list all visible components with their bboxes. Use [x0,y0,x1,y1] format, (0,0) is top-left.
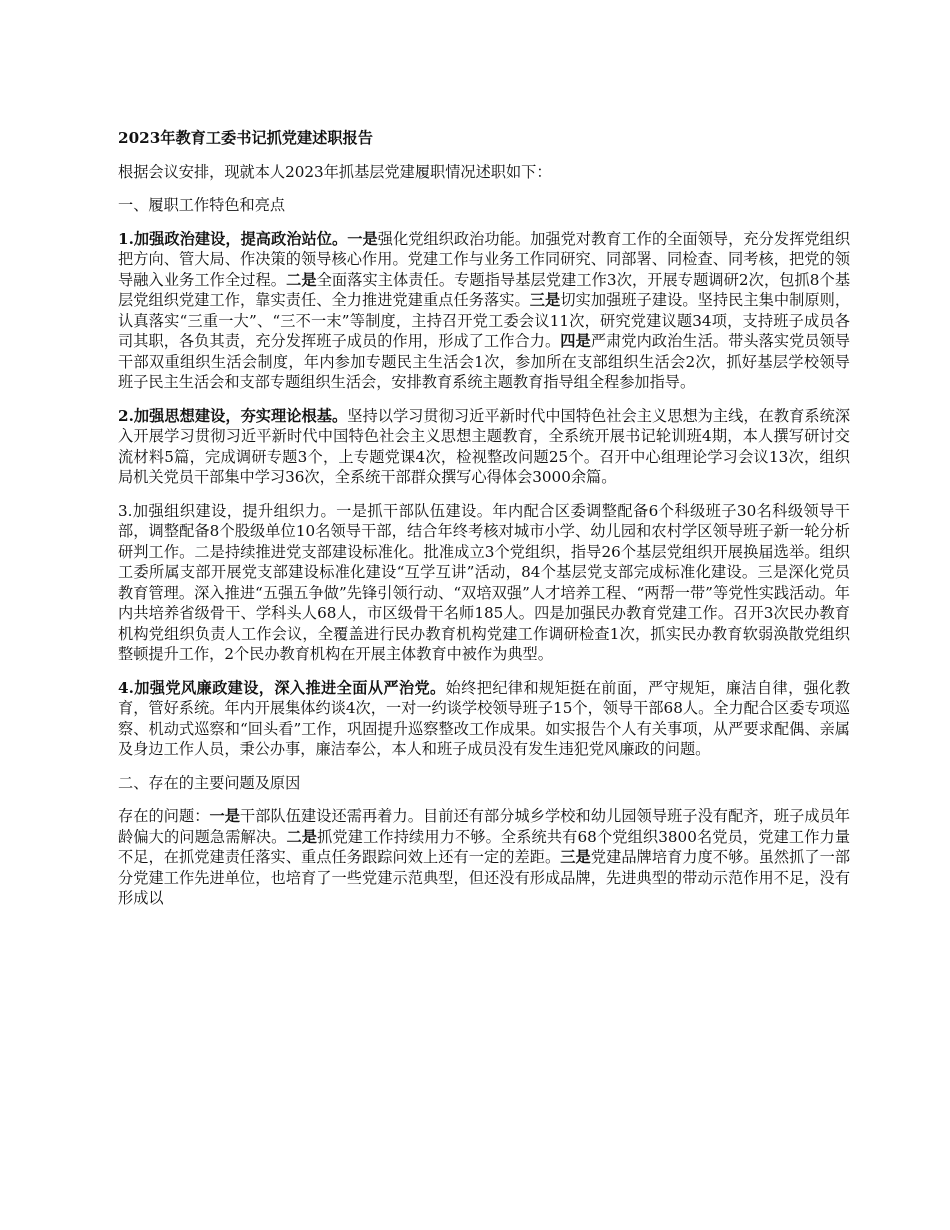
paragraph-text: 强化党组织政治功能。加强党对教育工作的全面领导，充分发挥党组织把方向、管大局、作决策的领导核心作用。党建工作与业务工作同研究、同部署、同检查、同考核，把党的领导融入业务工作全过程。 [118,229,851,289]
point-marker: 三是 [529,291,561,309]
document-title: 2023年教育工委书记抓党建述职报告 [118,129,373,147]
paragraph-political-building [118,229,850,393]
document-page [118,118,850,922]
paragraph-text: 坚持以学习贯彻习近平新时代中国特色社会主义思想为主线，在教育系统深入开展学习贯彻习近平新时代中国特色社会主义思想主题教育，全系统开展书记轮训班4期，本人撰写研讨交流材料5篇，完成调研专题3个，上专题党课4次，检视整改问题25个。召开中心组理论学习会议13次，组织局机关党员干部集中学习36次，全系统干部群众撰写心得体会3000余篇。 [118,406,851,486]
paragraph-text: 抓党建工作持续用力不够。全系统共有68个党组织3800名党员，党建工作力量不足，在抓党建责任落实、重点任务跟踪问效上还有一定的差距。 [118,827,851,866]
paragraph-ideological-building [118,406,850,488]
point-marker: 一是 [347,229,378,248]
point-marker: 三是 [560,848,591,866]
paragraph-text: 切实加强班子建设。坚持民主集中制原则，认真落实“三重一大”、“三不一末”等制度，主持召开党工委会议11次，研究党建议题34项，支持班子成员各司其职，各负其责，充分发挥班子成员的作用，形成了工作合力。 [118,291,851,350]
paragraph-lead: 存在的问题： [118,807,210,825]
section-heading-problems: 二、存在的主要问题及原因 [118,773,301,792]
point-marker: 一是 [209,807,241,825]
section-heading-highlights: 一、履职工作特色和亮点 [118,196,286,214]
paragraph-text: 党建品牌培育力度不够。虽然抓了一部分党建工作先进单位，也培育了一些党建示范典型，但还没有形成品牌，先进典型的带动示范作用不足，没有形成以 [118,848,851,907]
paragraph-organizational-building: 3.加强组织建设，提升组织力。一是抓干部队伍建设。年内配合区委调整配备6个科级班子30名科级领导干部，调整配备8个股级单位10名领导干部，结合年终考核对城市小学、幼儿园和农村学区领导班子新一轮分析研判工作。二是持续推进党支部建设标准化。批准成立3个党组织，指导26个基层党组织开展换届选举。组织工委所属支部开展党支部建设标准化建设“互学互讲”活动，84个基层党支部完成标准化建设。三是深化党员教育管理。深入推进“五强五争做”先锋引领行动、“双培双强”人才培养工程、“两帮一带”等党性实践活动。年内共培养省级骨干、学科头人68人，市区级骨干名师185人。四是加强民办教育党建工作。召开3次民办教育机构党组织负责人工作会议，全覆盖进行民办教育机构党建工作调研检查1次，抓实民办教育软弱涣散党组织整顿提升工作，2个民办教育机构在开展主体教育中被作为典型。 [118,501,850,663]
point-marker: 二是 [286,827,318,846]
paragraph-lead: 4.加强党风廉政建设，深入推进全面从严治党。 [118,678,446,697]
point-marker: 二是 [286,270,317,289]
paragraph-lead: 2.加强思想建设，夯实理论根基。 [118,406,348,425]
paragraph-text: 严肃党内政治生活。带头落实党员领导干部双重组织生活会制度，年内参加专题民主生活会1次，参加所在支部组织生活会2次，抓好基层学校领导班子民主生活会和支部专题组织生活会，安排教育系统主题教育指导组全程参加指导。 [118,332,851,391]
paragraph-lead: 1.加强政治建设，提高政治站位。 [118,229,348,248]
intro-paragraph: 根据会议安排，现就本人2023年抓基层党建履职情况述职如下： [118,162,552,181]
paragraph-problems [118,806,850,909]
paragraph-text: 始终把纪律和规矩挺在前面，严守规矩，廉洁自律，强化教育，管好系统。年内开展集体约谈4次，一对一约谈学校领导班子15个，领导干部68人。全力配合区委专项巡察、机动式巡察和“回头看”工作，巩固提升巡察整改工作成果。如实报告个人有关事项，从严要求配偶、亲属及身边工作人员，秉公办事，廉洁奉公，本人和班子成员没有发生违犯党风廉政的问题。 [118,678,851,758]
point-marker: 四是 [560,332,591,350]
paragraph-text: 干部队伍建设还需再着力。目前还有部分城乡学校和幼儿园领导班子没有配齐，班子成员年龄偏大的问题急需解决。 [118,807,851,846]
paragraph-integrity-building [118,678,850,760]
paragraph-text: 全面落实主体责任。专题指导基层党建工作3次，开展专题调研2次，包抓8个基层党组织党建工作，靠实责任、全力推进党建重点任务落实。 [118,270,851,309]
